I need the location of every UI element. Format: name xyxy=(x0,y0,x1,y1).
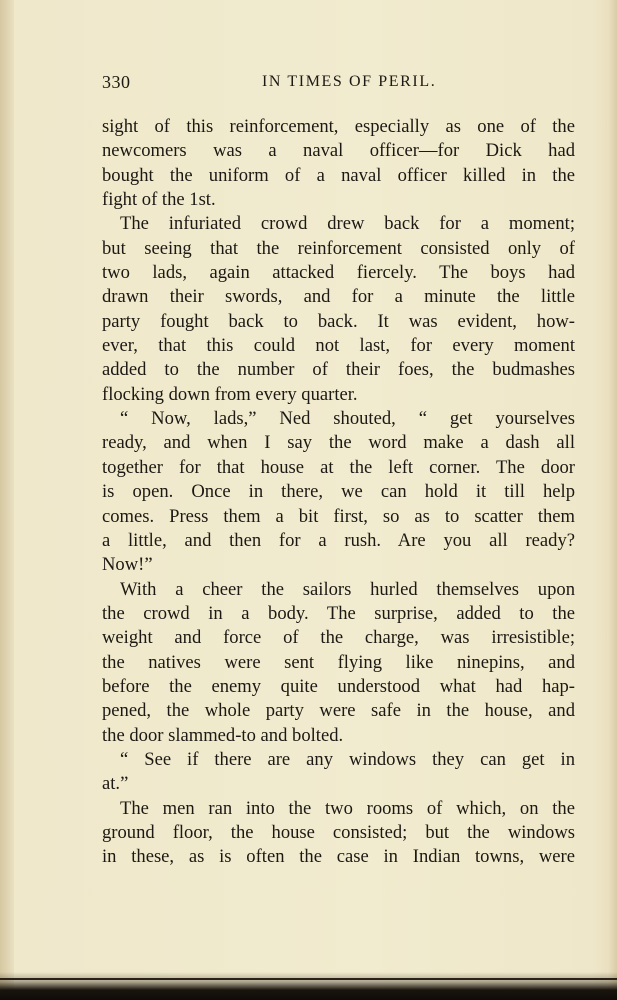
text-line: but seeing that the reinforcement consisted only of xyxy=(102,237,575,259)
text-line: added to the number of their foes, the budmashes xyxy=(102,359,575,381)
text-line: newcomers was a naval officer—for Dick had xyxy=(102,140,575,162)
running-title: IN TIMES OF PERIL. xyxy=(262,73,437,90)
text-line: “ See if there are any windows they can get in xyxy=(120,748,575,770)
text-line: fight of the 1st. xyxy=(102,189,216,211)
body-text xyxy=(102,115,575,870)
text-line: the crowd in a body. The surprise, added to the xyxy=(102,602,575,624)
text-line: pened, the whole party were safe in the house, and xyxy=(102,700,575,722)
text-line: comes. Press them a bit first, so as to scatter them xyxy=(102,505,575,527)
text-line: The infuriated crowd drew back for a moment; xyxy=(120,213,575,235)
text-line: ready, and when I say the word make a dash all xyxy=(102,432,575,454)
text-line: two lads, again attacked fiercely. The boys had xyxy=(102,262,575,284)
text-line: is open. Once in there, we can hold it till help xyxy=(102,481,575,503)
text-line: a little, and then for a rush. Are you all ready? xyxy=(102,529,575,551)
page-gutter-left xyxy=(0,0,14,1000)
text-line: ground floor, the house consisted; but the windows xyxy=(102,821,575,843)
text-line: before the enemy quite understood what had hap- xyxy=(102,675,575,697)
text-line: Now!” xyxy=(102,554,153,576)
text-line: “ Now, lads,” Ned shouted, “ get yourselves xyxy=(120,408,575,430)
text-line: in these, as is often the case in Indian towns, were xyxy=(102,846,575,868)
text-line: ever, that this could not last, for every moment xyxy=(102,335,575,357)
page-number: 330 xyxy=(102,72,131,92)
text-line: With a cheer the sailors hurled themselves upon xyxy=(120,578,575,600)
text-line: at.” xyxy=(102,773,129,795)
text-line: drawn their swords, and for a minute the little xyxy=(102,286,575,308)
page-header xyxy=(102,70,575,94)
text-line: the natives were sent flying like ninepins, and xyxy=(102,651,575,673)
text-line: together for that house at the left corner. The door xyxy=(102,456,575,478)
text-line: party fought back to back. It was evident, how- xyxy=(102,310,575,332)
text-line: bought the uniform of a naval officer killed in the xyxy=(102,164,575,186)
text-line: The men ran into the two rooms of which, on the xyxy=(120,797,575,819)
text-line: the door slammed-to and bolted. xyxy=(102,724,344,746)
text-line: flocking down from every quarter. xyxy=(102,383,358,405)
text-line: sight of this reinforcement, especially as one of the xyxy=(102,116,575,137)
page-edge-right xyxy=(607,0,617,1000)
text-line: weight and force of the charge, was irresistible; xyxy=(102,627,575,649)
page-bottom-shadow xyxy=(0,972,617,1000)
